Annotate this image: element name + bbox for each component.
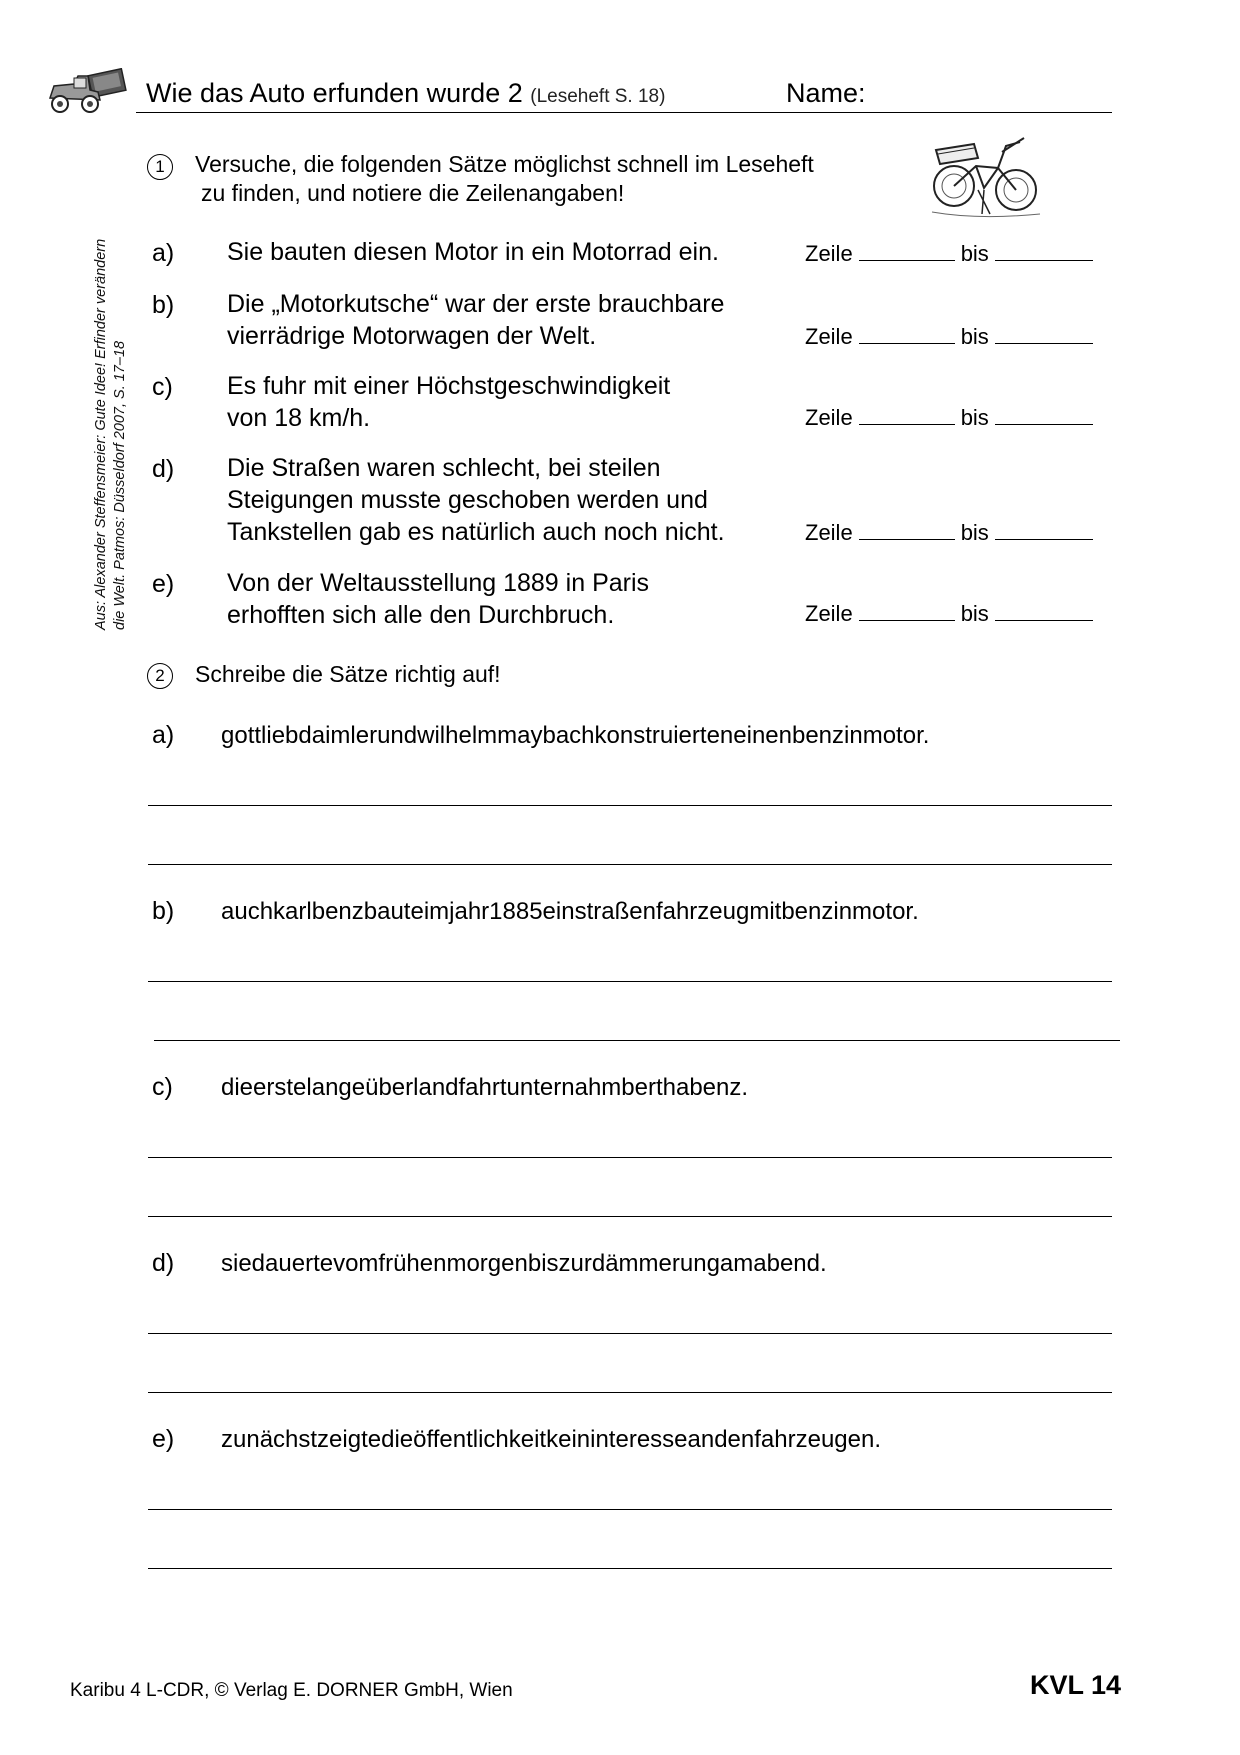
sentence-line: Von der Weltausstellung 1889 in Paris xyxy=(227,569,650,597)
bis-label: bis xyxy=(960,405,989,430)
task1-item-line-range xyxy=(805,600,1093,627)
task1-item-letter: c) xyxy=(152,373,173,401)
answer-line[interactable] xyxy=(154,1040,1120,1041)
zeile-label: Zeile xyxy=(805,405,853,430)
zeile-from-blank[interactable] xyxy=(859,404,955,425)
zeile-to-blank[interactable] xyxy=(995,240,1093,261)
task2-scrambled-sentence: auchkarlbenzbauteimjahr1885einstraßenfahrzeugmitbenzinmotor. xyxy=(221,898,919,925)
answer-line[interactable] xyxy=(148,1333,1112,1334)
sentence-line: Es fuhr mit einer Höchstgeschwindigkeit xyxy=(227,372,671,400)
zeile-from-blank[interactable] xyxy=(859,519,955,540)
zeile-label: Zeile xyxy=(805,241,853,266)
task1-item-line-range xyxy=(805,404,1093,431)
task2-item-letter: a) xyxy=(152,721,175,749)
zeile-to-blank[interactable] xyxy=(995,404,1093,425)
zeile-to-blank[interactable] xyxy=(995,600,1093,621)
car-motif-icon xyxy=(44,68,128,114)
answer-line[interactable] xyxy=(148,864,1112,865)
title-source-ref: (Leseheft S. 18) xyxy=(530,86,666,107)
zeile-from-blank[interactable] xyxy=(859,600,955,621)
sentence-line: Die „Motorkutsche“ war der erste brauchbare xyxy=(227,290,725,318)
task1-item-sentence xyxy=(227,567,649,631)
answer-line[interactable] xyxy=(148,1509,1112,1510)
task2-number: 2 xyxy=(147,663,173,689)
task2-item-letter: c) xyxy=(152,1073,173,1101)
zeile-label: Zeile xyxy=(805,601,853,626)
task1-item-letter: a) xyxy=(152,239,175,267)
footer-publisher: Karibu 4 L-CDR, © Verlag E. DORNER GmbH, Wien xyxy=(70,1680,513,1701)
task1-item-letter: d) xyxy=(152,455,175,483)
source-citation-line: Aus: Alexander Steffensmeier: Gute Idee! Erfinder verändern xyxy=(93,238,109,630)
bis-label: bis xyxy=(960,241,989,266)
task2-instruction: Schreibe die Sätze richtig auf! xyxy=(195,661,501,687)
title-text: Wie das Auto erfunden wurde 2 xyxy=(146,78,523,108)
bis-label: bis xyxy=(960,324,989,349)
task2-scrambled-sentence: zunächstzeigtedieöffentlichkeitkeininteresseandenfahrzeugen. xyxy=(221,1426,882,1453)
answer-line[interactable] xyxy=(148,1216,1112,1217)
task2-scrambled-sentence: gottliebdaimlerundwilhelmmaybachkonstruierteneinenbenzinmotor. xyxy=(221,722,930,749)
task1-item-sentence xyxy=(227,236,719,268)
task1-instruction-line: Versuche, die folgenden Sätze möglichst schnell im Leseheft xyxy=(195,151,814,177)
task2-scrambled-sentence: siedauertevomfrühenmorgenbiszurdämmerungamabend. xyxy=(221,1250,827,1277)
source-citation-line: die Welt. Patmos: Düsseldorf 2007, S. 17–18 xyxy=(112,340,128,630)
task1-item-line-range xyxy=(805,519,1093,546)
bis-label: bis xyxy=(960,520,989,545)
page-title xyxy=(146,78,665,109)
sentence-line: vierrädrige Motorwagen der Welt. xyxy=(227,322,597,350)
motorcycle-illustration-icon xyxy=(928,128,1044,224)
answer-line[interactable] xyxy=(148,805,1112,806)
task1-instruction-line: zu finden, und notiere die Zeilenangaben! xyxy=(201,180,625,206)
task2-item-letter: e) xyxy=(152,1425,175,1453)
task1-item-line-range xyxy=(805,240,1093,267)
task1-item-sentence xyxy=(227,370,670,434)
answer-line[interactable] xyxy=(148,1568,1112,1569)
name-label: Name: xyxy=(786,78,866,108)
task1-item-letter: e) xyxy=(152,570,175,598)
sentence-line: Die Straßen waren schlecht, bei steilen xyxy=(227,454,661,482)
source-citation xyxy=(92,170,130,630)
task2-scrambled-sentence: dieerstelangeüberlandfahrtunternahmberthabenz. xyxy=(221,1074,749,1101)
task2-item-letter: d) xyxy=(152,1249,175,1277)
bis-label: bis xyxy=(960,601,989,626)
sentence-line: erhofften sich alle den Durchbruch. xyxy=(227,601,615,629)
sentence-line: von 18 km/h. xyxy=(227,404,371,432)
sentence-line: Sie bauten diesen Motor in ein Motorrad ein. xyxy=(227,238,719,266)
task1-item-sentence xyxy=(227,452,725,548)
task1-instruction xyxy=(195,150,814,208)
zeile-label: Zeile xyxy=(805,324,853,349)
task2-item-letter: b) xyxy=(152,897,175,925)
task1-item-letter: b) xyxy=(152,291,175,319)
answer-line[interactable] xyxy=(148,1392,1112,1393)
zeile-from-blank[interactable] xyxy=(859,323,955,344)
task1-item-sentence xyxy=(227,288,724,352)
zeile-from-blank[interactable] xyxy=(859,240,955,261)
header-rule xyxy=(136,112,1112,113)
zeile-to-blank[interactable] xyxy=(995,323,1093,344)
sentence-line: Tankstellen gab es natürlich auch noch nicht. xyxy=(227,518,725,546)
task1-item-line-range xyxy=(805,323,1093,350)
zeile-to-blank[interactable] xyxy=(995,519,1093,540)
task1-number: 1 xyxy=(147,154,173,180)
answer-line[interactable] xyxy=(148,1157,1112,1158)
answer-line[interactable] xyxy=(148,981,1112,982)
sentence-line: Steigungen musste geschoben werden und xyxy=(227,486,708,514)
zeile-label: Zeile xyxy=(805,520,853,545)
page-id: KVL 14 xyxy=(1030,1670,1122,1700)
